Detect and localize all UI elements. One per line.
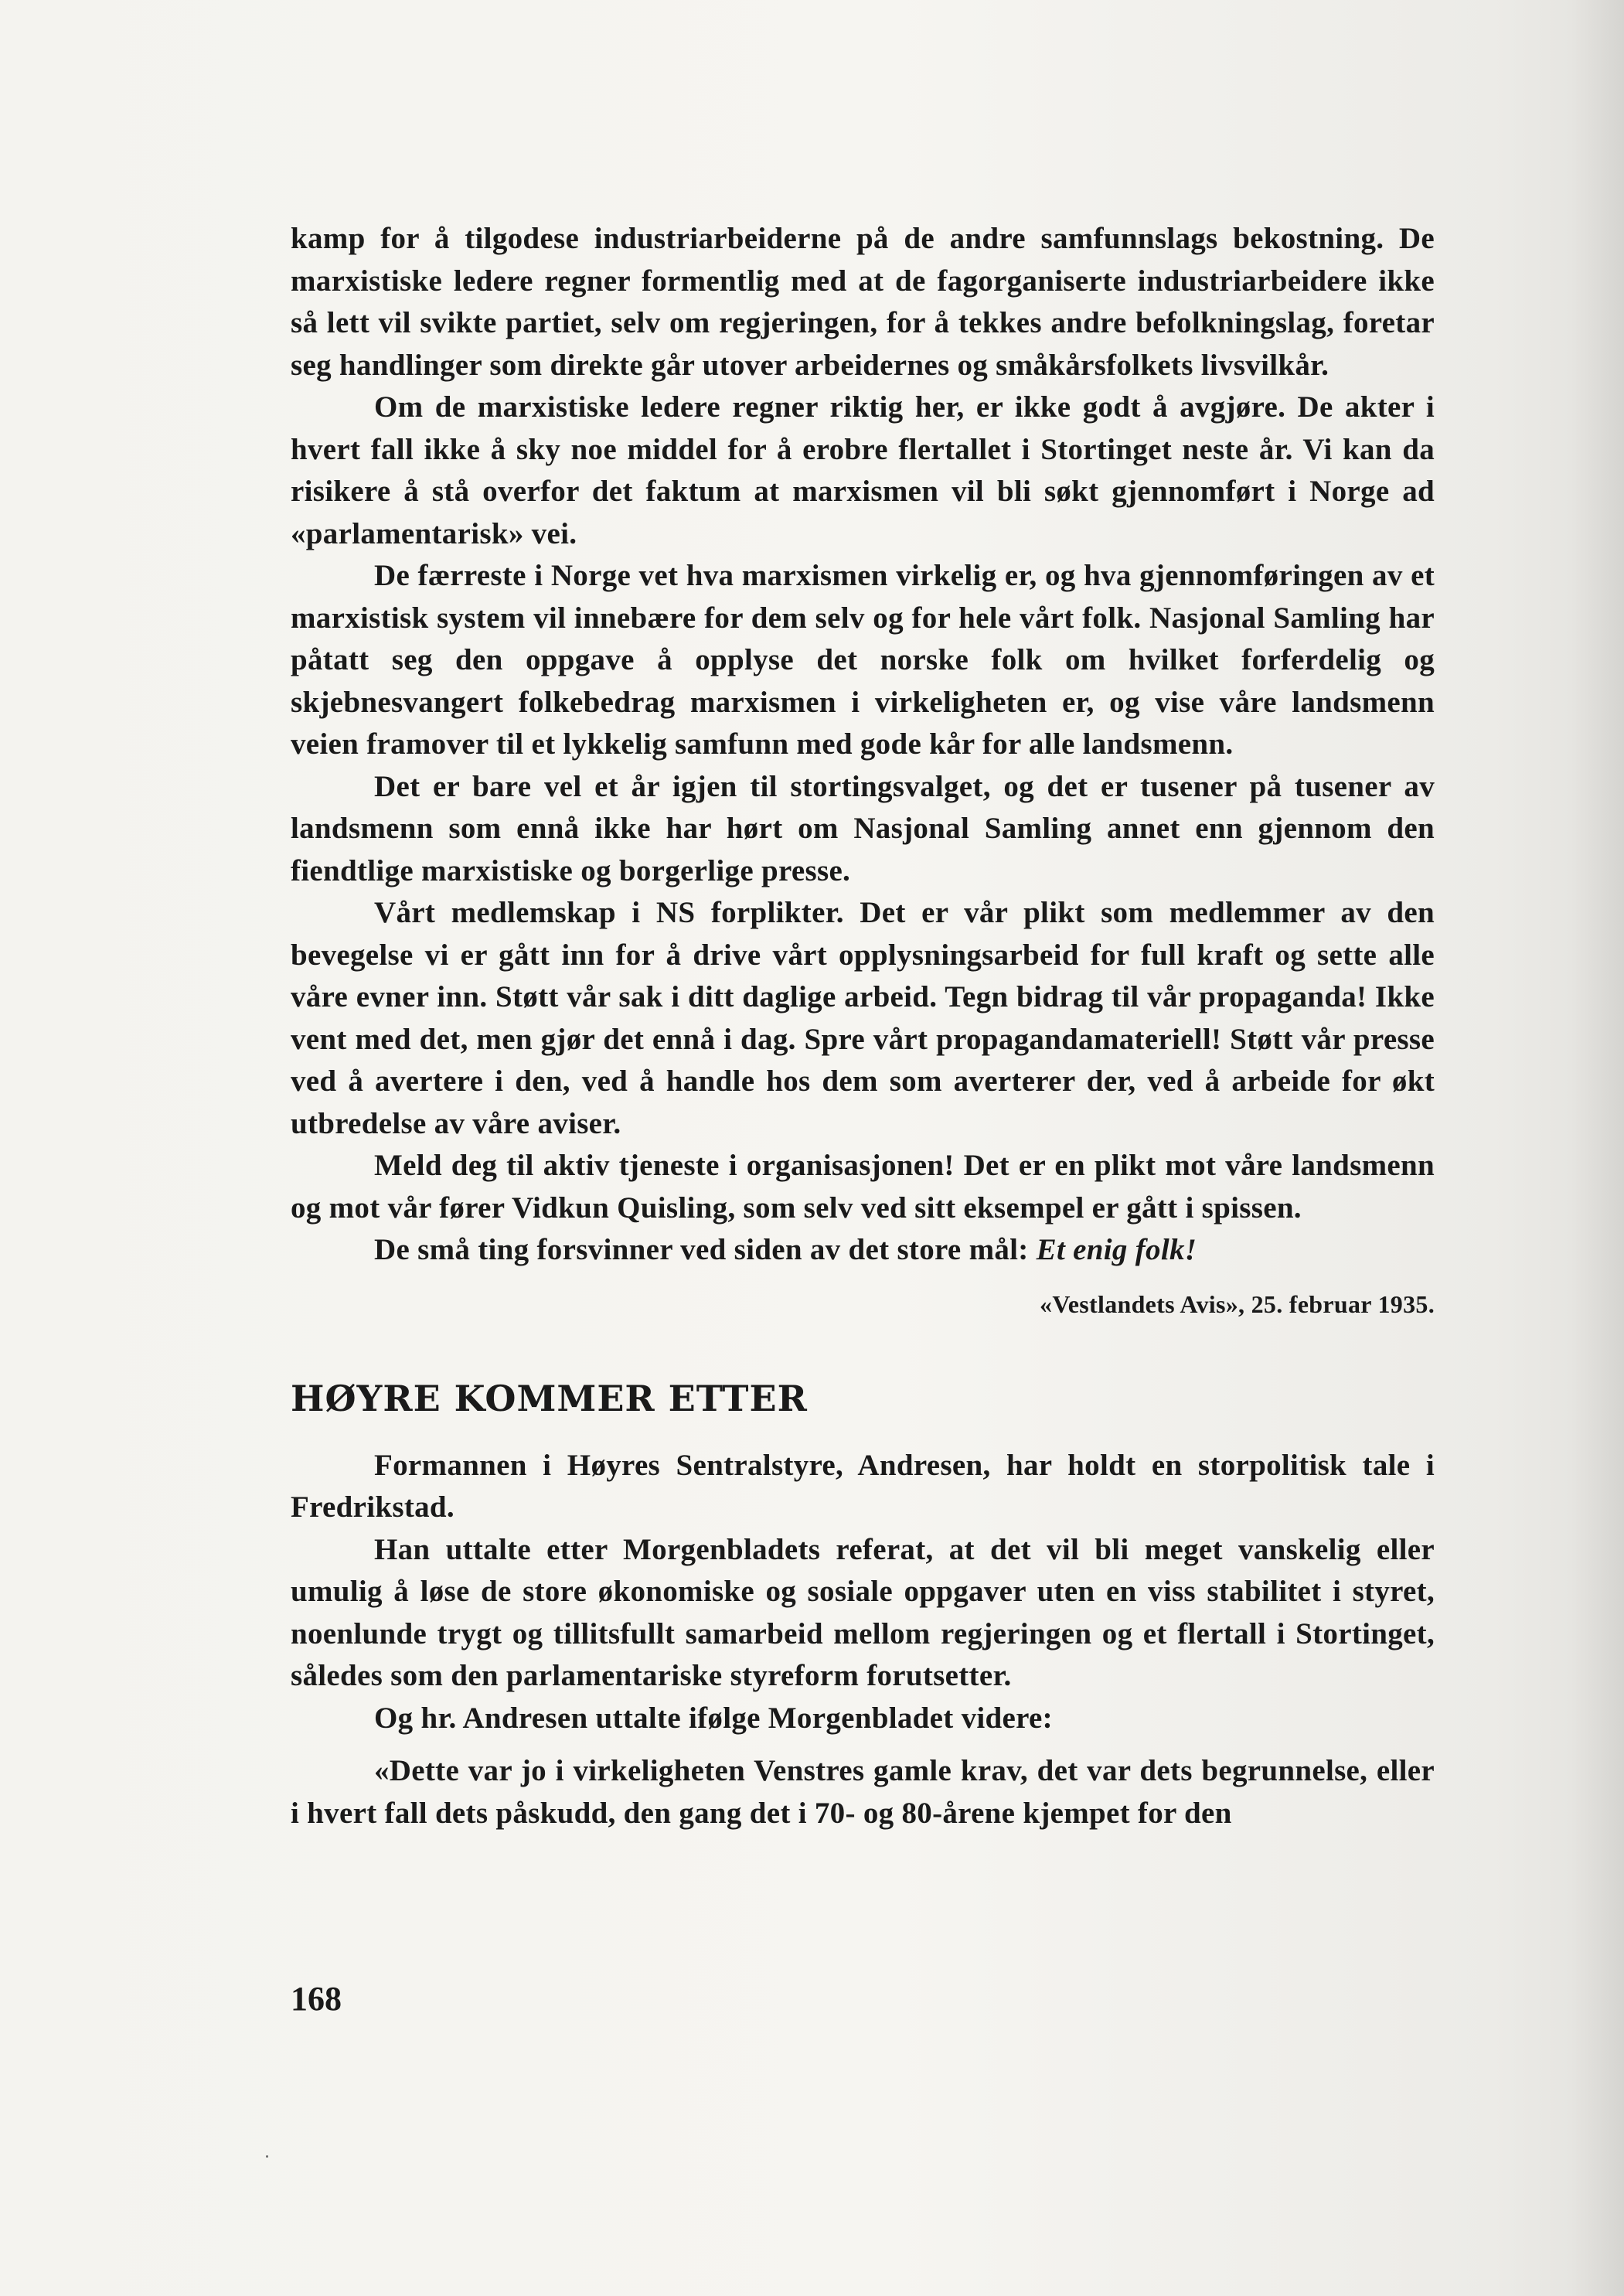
paragraph-continuation: kamp for å tilgodese industriarbeiderne på de andre samfunnslags bekostning. De marxistiske ledere regner formentlig med at de fagorganiserte industriarbeidere ikke så lett vil svikte partiet, selv om regjeringen, for å tekkes andre befolkningslag, foretar seg handlinger som direkte går utover arbeidernes og småkårsfolkets livsvilkår. — [291, 222, 1435, 382]
margin-speck — [266, 2155, 268, 2158]
closing-tagline: Et enig folk! — [1036, 1233, 1197, 1266]
paragraph: Vårt medlemskap i NS forplikter. Det er vår plikt som medlemmer av den bevegelse vi er gått inn for å drive vårt opplysningsarbeid for full kraft og sette alle våre evner inn. Støtt vår sak i ditt daglige arbeid. Tegn bidrag til vår propaganda! Ikke vent med det, men gjør det ennå i dag. Spre vårt propagandamateriell! Støtt vår presse ved å avertere i den, ved å handle hos dem som averterer der, ved å arbeide for økt utbredelse av våre aviser. — [291, 896, 1435, 1140]
article-source: «Vestlandets Avis», 25. februar 1935. — [1040, 1289, 1435, 1318]
text-block — [291, 218, 1435, 1834]
paragraph: Om de marxistiske ledere regner riktig her, er ikke godt å avgjøre. De akter i hvert fall ikke å sky noe middel for å erobre flertallet i Stortinget neste år. Vi kan da risikere å stå overfor det faktum at marxismen vil bli søkt gjennomført i Norge ad «parlamentarisk» vei. — [291, 390, 1435, 550]
quotation: «Dette var jo i virkeligheten Venstres gamle krav, det var dets begrunnelse, eller i hvert fall dets påskudd, den gang det i 70- og 80-årene kjempet for den — [291, 1754, 1435, 1830]
paragraph: Meld deg til aktiv tjeneste i organisasjonen! Det er en plikt mot våre landsmenn og mot vår fører Vidkun Quisling, som selv ved sitt eksempel er gått i spissen. — [291, 1149, 1435, 1225]
closing-paragraph — [291, 1229, 1435, 1272]
paragraph: Det er bare vel et år igjen til stortingsvalget, og det er tusener på tusener av landsmenn som ennå ikke har hørt om Nasjonal Samling annet enn gjennom den fiendtlige marxistiske og borgerlige presse. — [291, 769, 1435, 887]
section-heading: HØYRE KOMMER ETTER — [291, 1377, 808, 1419]
paragraph: Og hr. Andresen uttalte ifølge Morgenbladet videre: — [374, 1701, 1053, 1735]
paragraph: Han uttalte etter Morgenbladets referat, at det vil bli meget vanskelig eller umulig å løse de store økonomiske og sosiale oppgaver uten en viss stabilitet i styret, noenlunde trygt og tillitsfullt samarbeid mellom regjeringen og et flertall i Stortinget, således som den parlamentariske styreform forutsetter. — [291, 1532, 1435, 1692]
page-edge-shadow — [1570, 0, 1624, 2296]
paragraph: Formannen i Høyres Sentralstyre, Andresen, har holdt en storpolitisk tale i Fredrikstad. — [291, 1448, 1435, 1524]
paragraph: De færreste i Norge vet hva marxismen virkelig er, og hva gjennomføringen av et marxistisk system vil innebære for dem selv og for hele vårt folk. Nasjonal Samling har påtatt seg den oppgave å opplyse det norske folk om hvilket forferdelig og skjebnesvangert folkebedrag marxismen i virkeligheten er, og vise våre landsmenn veien framover til et lykkelig samfunn med gode kår for alle landsmenn. — [291, 559, 1435, 761]
page-number: 168 — [291, 1980, 342, 2018]
closing-line: De små ting forsvinner ved siden av det store mål: — [374, 1233, 1029, 1266]
